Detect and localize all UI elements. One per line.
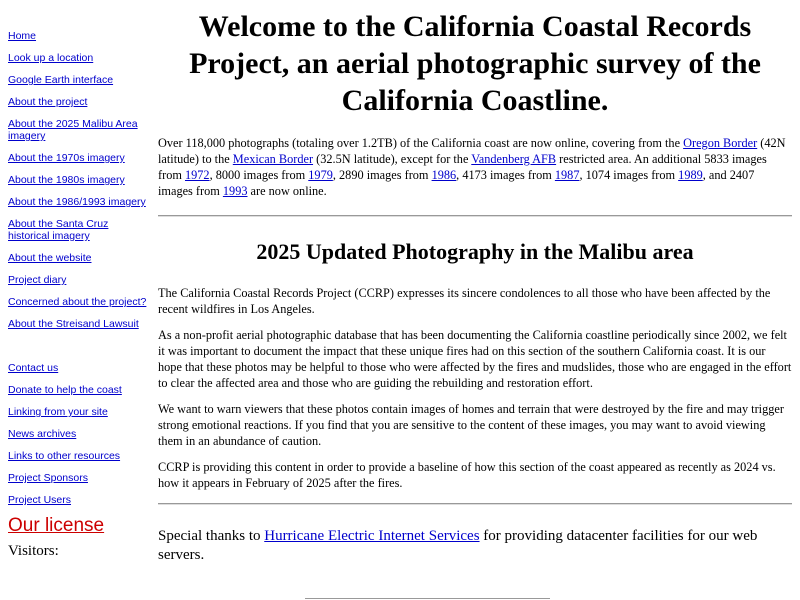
mexican-border-link[interactable]: Mexican Border bbox=[232, 152, 314, 166]
divider bbox=[158, 503, 792, 505]
divider bbox=[158, 215, 792, 217]
year-1987-link[interactable]: 1987 bbox=[554, 168, 580, 182]
condolences-paragraph: The California Coastal Records Project (CCRP) expresses its sincere condolences to all those who have been affected by the recent wildfires in Los Angeles. bbox=[158, 286, 771, 316]
nav-link-news-archives[interactable]: News archives bbox=[8, 428, 77, 440]
baseline-paragraph: CCRP is providing this content in order to provide a baseline of how this section of the coast appeared as recently as 2024 vs. how it appears in February of 2025 after the fires. bbox=[158, 460, 776, 490]
nav-link-look-up-location[interactable]: Look up a location bbox=[8, 52, 94, 64]
nav-link-about-2025-malibu[interactable]: About the 2025 Malibu Area imagery bbox=[8, 118, 138, 142]
nav-link-about-project[interactable]: About the project bbox=[8, 96, 88, 108]
nav-link-streisand-lawsuit[interactable]: About the Streisand Lawsuit bbox=[8, 318, 139, 330]
hurricane-electric-link[interactable]: Hurricane Electric Internet Services bbox=[264, 528, 480, 544]
mission-paragraph: As a non-profit aerial photographic database that has been documenting the California coastline periodically since 2002, we felt it was important to document the impact that these unique fires had on this section of the southern California coast. It is our hope that these photos may be helpful to those who were affected by the fires and mudslides, those who are engaged in the effort to clear the affected area and those who are guiding the rebuilding and restoration effort. bbox=[158, 328, 792, 390]
visitors-label: Visitors: bbox=[8, 543, 59, 559]
intro-paragraph: Over 118,000 photographs (totaling over 1.2TB) of the California coast are now online, covering from the Oregon Border (42N latitude) to the Mexican Border (32.5N latitude), except for the Vandenberg AFB restricted area. An additional 5833 images from 1972, 8000 images from 1979, 2890 images from 1986, 4173 images from 1987, 1074 images from 1989, and 2407 images from 1993 are now online. bbox=[158, 136, 786, 198]
nav-link-project-diary[interactable]: Project diary bbox=[8, 274, 67, 286]
year-1972-link[interactable]: 1972 bbox=[184, 168, 210, 182]
nav-link-about-santa-cruz[interactable]: About the Santa Cruz historical imagery bbox=[8, 218, 109, 242]
sidebar-nav bbox=[8, 30, 148, 560]
nav-link-linking[interactable]: Linking from your site bbox=[8, 406, 108, 418]
license-link[interactable]: Our license bbox=[8, 515, 105, 536]
warning-paragraph: We want to warn viewers that these photos contain images of homes and terrain that were destroyed by the fire and may trigger strong emotional reactions. If you find that you are sensitive to the content of these images, you may want to avoid viewing them in an abundance of caution. bbox=[158, 402, 784, 448]
thanks-paragraph: Special thanks to Hurricane Electric Internet Services for providing datacenter facilities for our web servers. bbox=[158, 528, 758, 563]
nav-spacer bbox=[8, 340, 148, 362]
nav-link-about-1986-1993[interactable]: About the 1986/1993 imagery bbox=[8, 196, 146, 208]
nav-link-home[interactable]: Home bbox=[8, 30, 37, 42]
oregon-border-link[interactable]: Oregon Border bbox=[683, 136, 758, 150]
page-title: Welcome to the California Coastal Records Project, an aerial photographic survey of the California Coastline. bbox=[189, 10, 761, 117]
footer-divider bbox=[305, 598, 550, 599]
nav-link-about-website[interactable]: About the website bbox=[8, 252, 92, 264]
year-1993-link[interactable]: 1993 bbox=[222, 184, 248, 198]
nav-link-contact[interactable]: Contact us bbox=[8, 362, 59, 374]
nav-link-users[interactable]: Project Users bbox=[8, 494, 72, 506]
year-1989-link[interactable]: 1989 bbox=[678, 168, 703, 182]
nav-link-sponsors[interactable]: Project Sponsors bbox=[8, 472, 88, 484]
nav-link-about-1980s[interactable]: About the 1980s imagery bbox=[8, 174, 125, 186]
year-1986-link[interactable]: 1986 bbox=[431, 168, 457, 182]
nav-link-concerned[interactable]: Concerned about the project? bbox=[8, 296, 147, 308]
year-1979-link[interactable]: 1979 bbox=[308, 168, 333, 182]
vandenberg-afb-link[interactable]: Vandenberg AFB bbox=[471, 152, 557, 166]
nav-link-google-earth[interactable]: Google Earth interface bbox=[8, 74, 114, 86]
nav-link-about-1970s[interactable]: About the 1970s imagery bbox=[8, 152, 125, 164]
nav-link-donate[interactable]: Donate to help the coast bbox=[8, 384, 122, 396]
nav-link-other-resources[interactable]: Links to other resources bbox=[8, 450, 121, 462]
main-content bbox=[158, 8, 792, 565]
section-title: 2025 Updated Photography in the Malibu area bbox=[256, 239, 694, 264]
